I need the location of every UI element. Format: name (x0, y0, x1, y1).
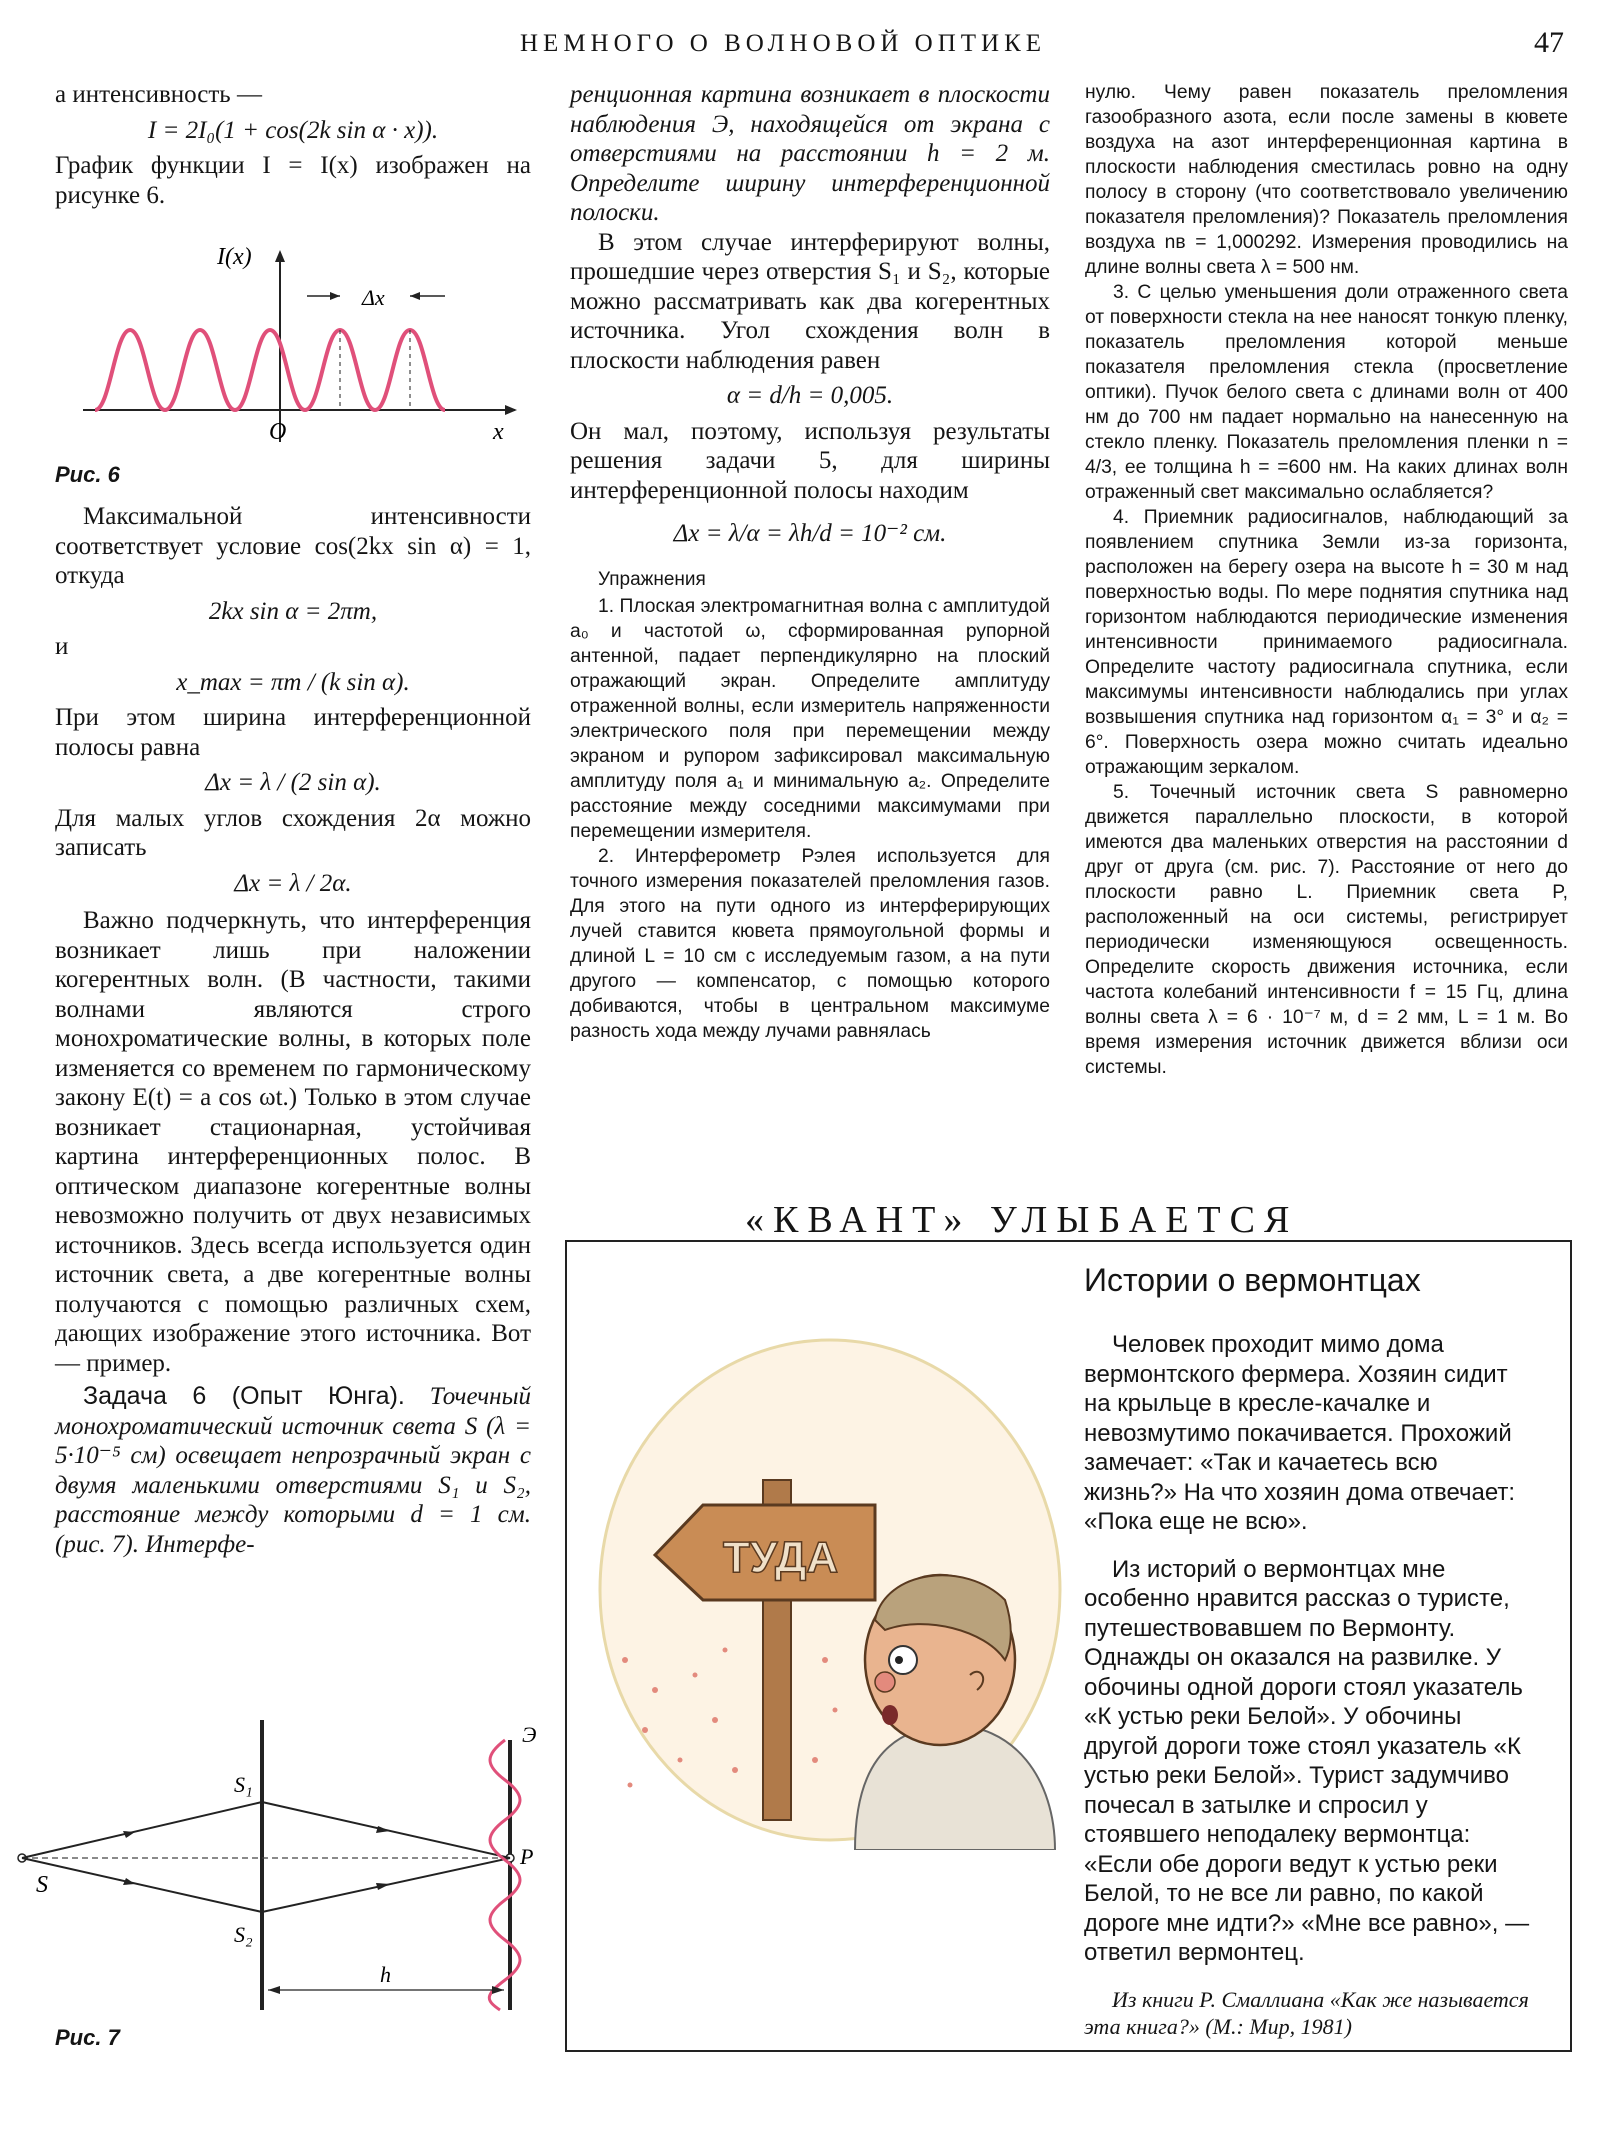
formula-max-condition: 2kx sin α = 2πm, (208, 597, 378, 625)
col1-p2: График функции I = I(x) изображен на рисунке 6. (55, 152, 531, 209)
formula-dx-result: Δx = λ/α = λh/d = 10⁻² см. (673, 520, 947, 547)
col1-p3: Максимальной интенсивности соответствует условие cos(2kx sin α) = 1, откуда (55, 503, 531, 589)
col3-p1: нулю. Чему равен показатель преломления газообразного азота, если после замены в кювете воздуха на азот интерференционная картина в плоскости наблюдения сместилась ровно на одну полосу в сторону (что соответствовало увеличению показателя преломления)? Показатель преломления воздуха nв = 1,000292. Измерения проводились на длине волны света λ = 500 нм. (1085, 82, 1568, 278)
exercises-title: Упражнения (598, 568, 706, 590)
fig6-caption: Рис. 6 (55, 462, 120, 487)
col3 (1085, 80, 1568, 1080)
col1-p5: Для малых углов схождения 2α можно записать (55, 804, 531, 861)
formula-width-small: Δx = λ / 2α. (234, 869, 352, 897)
fig6-ylabel: I(x) (217, 244, 252, 270)
exercise-1: 1. Плоская электромагнитная волна с амплитудой a₀ и частотой ω, сформированная рупорной антенной, падает перпендикулярно на плоский отражающий экран. Определите амплитуду отраженной волны, если измеритель напряженности электрического поля при перемещении между экраном и рупором зафиксировал максимальную амплитуду поля a₁ и минимальную a₂. Определите расстояние между соседними максимумами при перемещении измерителя. (570, 596, 1050, 842)
formula-alpha: α = d/h = 0,005. (726, 382, 894, 409)
exercise-4: 4. Приемник радиосигналов, наблюдающий за появлением спутника Земли из-за горизонта, расположен на берегу озера на высоте h = 30 м над поверхностью воды. По мере поднятия спутника над горизонтом наблюдаются периодические изменения интенсивности принимаемого радиосигнала. Определите частоту радиосигнала спутника, если максимумы интенсивности наблюдались при углах возвышения спутника над горизонтом α₁ = 3° и α₂ = 6°. Поверхность озера можно считать идеально отражающим зеркалом. (1085, 507, 1568, 778)
story-title: Истории о вермонтцах (1084, 1262, 1421, 1298)
fig7-screen-label: Э (522, 1722, 537, 1747)
col2-p2: В этом случае интерферируют волны, прошедшие через отверстия S₁ и S₂, которые можно рассматривать как два когерентных источника. Угол схождения волн в плоскости наблюдения равен (570, 228, 1050, 374)
figure-6 (55, 242, 531, 457)
fig6-dx-label: Δx (362, 285, 385, 310)
fig7-s2-label: S₂ (234, 1922, 253, 1947)
sign-text: ТУДА (723, 1533, 839, 1582)
col1-and: и (55, 633, 69, 660)
col1-top (55, 80, 531, 210)
exercise-5: 5. Точечный источник света S равномерно движется параллельно плоскости, в которой имеются два маленьких отверстия на расстоянии d друг от друга (см. рис. 7). Расстояние от него до плоскости равно L. Приемник света P, расположенный на оси системы, регистрирует периодически изменяющуюся освещенность. Определите скорость движения источника, если частота колебаний интенсивности f = 15 Гц, длина волны света λ = 6 · 10⁻⁷ м, d = 2 мм, L = 1 м. Во время измерения источник движется вблизи оси системы. (1085, 782, 1568, 1078)
col1-middle (55, 502, 531, 1559)
interference-wave (489, 1740, 520, 2010)
figure-6-graph (55, 242, 531, 457)
formula-xmax: x_max = πm / (k sin α). (176, 668, 410, 696)
story-p2: Из историй о вермонтцах мне особенно нравится рассказ о туристе, путешествовавшем по Вермонту. Однажды он оказался на развилке. У обочины одной дороги стоял указатель «К устью реки Белой». У обочины другой дороги тоже стоял указатель «К устью реки Белой». Турист задумчиво почесал в затылке и спросил у стоявшего неподалеку вермонтца: «Если обе дороги ведут к устью реки Белой, то не все ли равно, по какой дороге мне идти?» «Мне все равно», — ответил вермонтец. (1084, 1555, 1530, 1966)
col2-p1: ренционная картина возникает в плоскости наблюдения Э, находящейся от экрана с отверстиями на расстоянии h = 2 м. Определите ширину интерференционной полоски. (570, 81, 1050, 226)
fig7-p-label: P (520, 1844, 534, 1869)
cartoon-illustration (585, 1330, 1065, 1850)
fig7-source-label: S (36, 1872, 48, 1898)
col2 (570, 80, 1050, 1044)
story-source: Из книги Р. Смаллиана «Как же называется эта книга?» (М.: Мир, 1981) (1084, 1986, 1529, 2039)
col2-p3: Он мал, поэтому, используя результаты решения задачи 5, для ширины интерференционной полосы находим (570, 417, 1050, 504)
exercise-3: 3. С целью уменьшения доли отраженного света от поверхности стекла на нее наносят тонкую пленку, показатель преломления которой меньше показателя преломления стекла (просветление оптики). Пучок белого света с длинами волн от 400 нм до 700 нм падает нормально на нанесенную на стекло пленку. Показатель преломления пленки n = 4/3, ее толщина h = =600 нм. На каких длинах волн отраженный свет максимально ослабляется? (1085, 282, 1568, 503)
fig7-caption: Рис. 7 (55, 2025, 120, 2050)
story-p1: Человек проходит мимо дома вермонтского фермера. Хозяин сидит на крыльце в кресле-качалке и невозмутимо покачивается. Прохожий замечает: «Так и качаетесь всю жизнь?» На что хозяин дома отвечает: «Пока еще не всю». (1084, 1331, 1516, 1535)
fig6-origin-label: O (269, 419, 287, 445)
figure-7 (10, 1720, 550, 2020)
formula-width: Δx = λ / (2 sin α). (205, 769, 381, 796)
figure-7-diagram (10, 1720, 550, 2020)
col1-p6: Важно подчеркнуть, что интерференция возникает лишь при наложении когерентных волн. (В частности, такими волнами являются строго монохроматические волны, в которых поле изменяется со временем по гармоническому закону E(t) = a cos ωt.) Только в этом случае возникает стационарная, устойчивая картина интерференционных полос. В оптическом диапазоне когерентные волны невозможно получить от двух независимых источников. Здесь всегда используется один источник света, а две когерентные волны получаются с помощью различных схем, дающих изображение этого источника. Вот — пример. (55, 907, 531, 1377)
fig7-s1-label: S₁ (234, 1772, 253, 1797)
story-text (1084, 1330, 1536, 2040)
running-title: НЕМНОГО О ВОЛНОВОЙ ОПТИКЕ (520, 30, 1047, 57)
intensity-curve (95, 330, 445, 410)
page-number: 47 (1534, 26, 1564, 59)
cartoon-svg (585, 1330, 1065, 1850)
exercise-2: 2. Интерферометр Рэлея используется для точного измерения показателей преломления газов. Для этого на пути одного из интерферирующих лучей ставится кювета прямоугольной формы и длиной L = 10 см с исследуемым газом, а на пути другого — компенсатор, с помощью которого добиваются, чтобы в центральном максимуме разность хода между лучами равнялась (570, 846, 1050, 1042)
task6-heading: Задача 6 (Опыт Юнга). (83, 1382, 405, 1410)
col1-p1: а интенсивность — (55, 81, 262, 108)
fig7-h-label: h (380, 1962, 391, 1987)
task6-text: Точечный монохроматический источник света S (λ = 5·10⁻⁵ см) освещает непрозрачный экран с двумя маленькими отверстиями S₁ и S₂, расстояние между которыми d = 1 см. (рис. 7). Интерфе- (55, 1383, 532, 1558)
kvant-section-title: «КВАНТ» УЛЫБАЕТСЯ (745, 1199, 1299, 1241)
formula-intensity: I = 2I₀(1 + cos(2k sin α · x)). (147, 116, 439, 144)
col1-p4: При этом ширина интерференционной полосы равна (55, 704, 531, 761)
fig6-xlabel: x (493, 419, 504, 445)
